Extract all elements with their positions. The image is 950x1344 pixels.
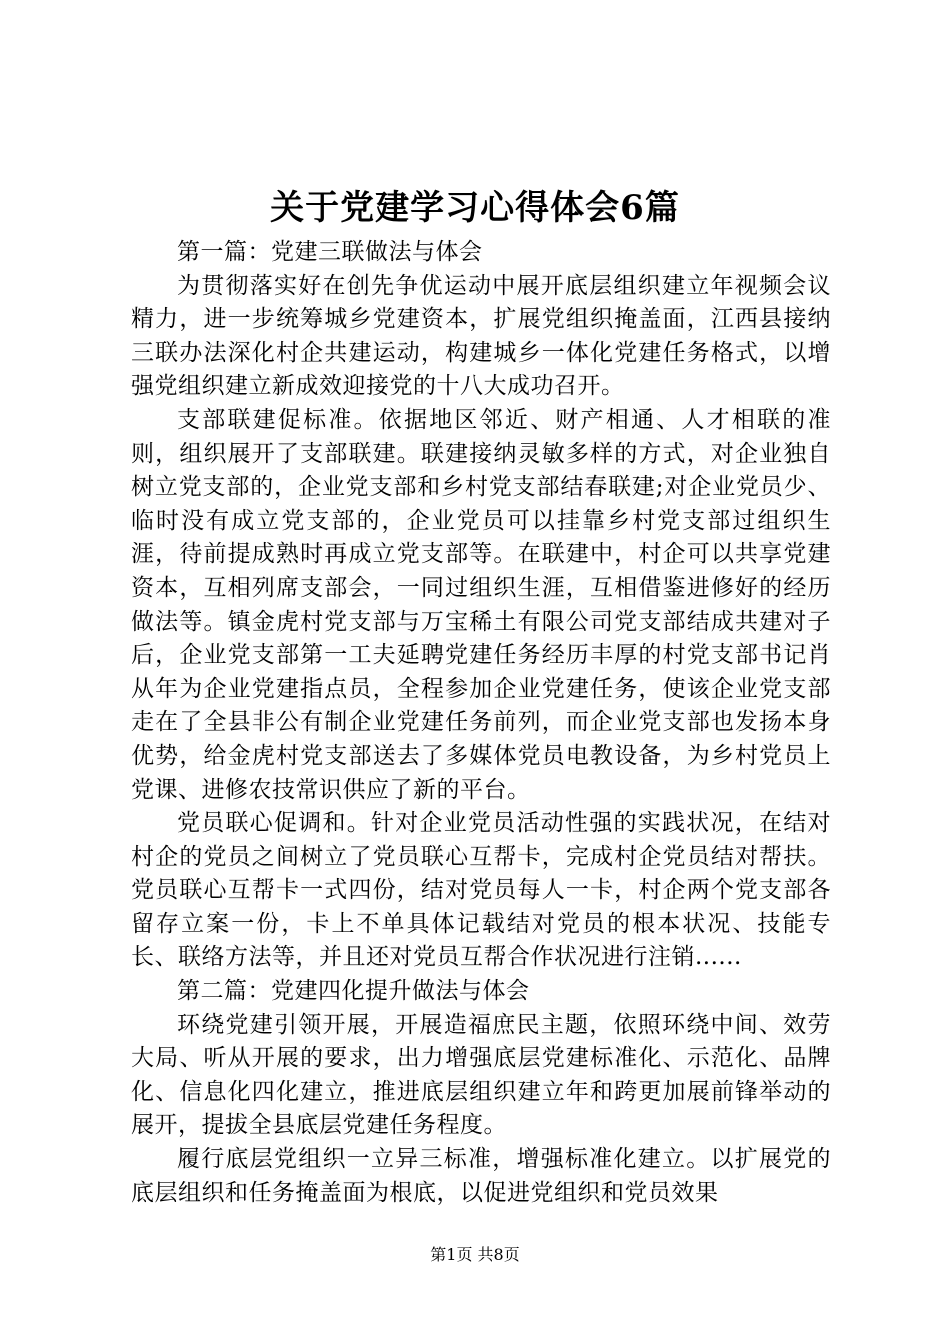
body-paragraph: 履行底层党组织一立异三标准，增强标准化建立。以扩展党的底层组织和任务掩盖面为根底，以促进党组织和党员效果 <box>131 1146 831 1206</box>
body-paragraph: 党员联心促调和。针对企业党员活动性强的实践状况，在结对村企的党员之间树立了党员联心互帮卡，完成村企党员结对帮扶。党员联心互帮卡一式四份，结对党员每人一卡，村企两个党支部各留存立案一份，卡上不单具体记载结对党员的根本状况、技能专长、联络方法等，并且还对党员互帮合作状况进行注销...... <box>131 810 831 971</box>
page-footer: 第1页 共8页 <box>430 1245 520 1264</box>
section-heading: 第二篇：党建四化提升做法与体会 <box>177 978 530 1005</box>
body-paragraph: 环绕党建引领开展，开展造福庶民主题，依照环绕中间、效劳大局、听从开展的要求，出力增强底层党建标准化、示范化、品牌化、信息化四化建立，推进底层组织建立年和跨更加展前锋举动的展开，提拔全县底层党建任务程度。 <box>131 1011 831 1139</box>
body-paragraph: 为贯彻落实好在创先争优运动中展开底层组织建立年视频会议精力，进一步统筹城乡党建资本，扩展党组织掩盖面，江西县接纳三联办法深化村企共建运动，构建城乡一体化党建任务格式，以增强党组织建立新成效迎接党的十八大成功召开。 <box>131 272 831 400</box>
document-body <box>131 236 831 1210</box>
section-heading: 第一篇：党建三联做法与体会 <box>177 239 483 265</box>
body-paragraph: 支部联建促标准。依据地区邻近、财产相通、人才相联的准则，组织展开了支部联建。联建接纳灵敏多样的方式，对企业独自树立党支部的，企业党支部和乡村党支部结春联建;对企业党员少、临时没有成立党支部的，企业党员可以挂靠乡村党支部过组织生涯，待前提成熟时再成立党支部等。在联建中，村企可以共享党建资本，互相列席支部会，一同过组织生涯，互相借鉴进修好的经历做法等。镇金虎村党支部与万宝稀土有限公司党支部结成共建对子后，企业党支部第一工夫延聘党建任务经历丰厚的村党支部书记肖从年为企业党建指点员，全程参加企业党建任务，使该企业党支部走在了全县非公有制企业党建任务前列，而企业党支部也发扬本身优势，给金虎村党支部送去了多媒体党员电教设备，为乡村党员上党课、进修农技常识供应了新的平台。 <box>131 406 831 803</box>
document-title: 关于党建学习心得体会6篇 <box>270 188 680 228</box>
